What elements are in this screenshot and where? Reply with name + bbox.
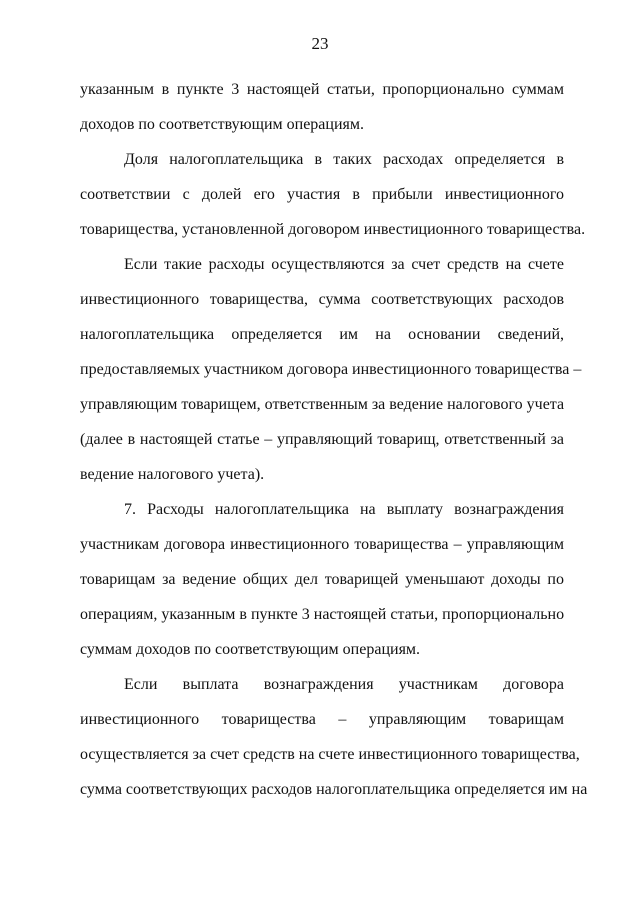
text-line: участникам договора инвестиционного товарищества – управляющим: [80, 536, 564, 553]
text-line: сумма соответствующих расходов налогоплательщика определяется им на: [80, 781, 588, 798]
text-line: (далее в настоящей статье – управляющий товарищ, ответственный за: [80, 431, 564, 448]
text-line: осуществляется за счет средств на счете инвестиционного товарищества,: [80, 746, 580, 763]
document-body: [80, 72, 588, 807]
page-number: 23: [311, 34, 329, 53]
text-line: операциям, указанным в пункте 3 настоящей статьи, пропорционально: [80, 606, 565, 623]
text-line: указанным в пункте 3 настоящей статьи, пропорционально суммам: [80, 81, 564, 98]
text-line: Если такие расходы осуществляются за счет средств на счете: [124, 256, 564, 273]
text-line: управляющим товарищем, ответственным за ведение налогового учета: [80, 396, 565, 413]
text-line: ведение налогового учета).: [80, 466, 265, 483]
text-line: 7. Расходы налогоплательщика на выплату вознаграждения: [124, 501, 564, 518]
text-line: предоставляемых участником договора инвестиционного товарищества –: [80, 361, 582, 378]
text-line: товарищества, установленной договором инвестиционного товарищества.: [80, 221, 586, 238]
text-line: соответствии с долей его участия в прибыли инвестиционного: [80, 186, 564, 203]
text-line: Если выплата вознаграждения участникам договора: [124, 676, 564, 693]
text-line: суммам доходов по соответствующим операциям.: [80, 641, 421, 658]
text-line: товарищам за ведение общих дел товарищей уменьшают доходы по: [80, 571, 564, 588]
text-line: инвестиционного товарищества – управляющим товарищам: [80, 711, 564, 728]
text-line: инвестиционного товарищества, сумма соответствующих расходов: [80, 291, 564, 308]
text-line: Доля налогоплательщика в таких расходах определяется в: [124, 151, 564, 168]
text-line: налогоплательщика определяется им на основании сведений,: [80, 326, 564, 343]
text-line: доходов по соответствующим операциям.: [80, 116, 364, 133]
